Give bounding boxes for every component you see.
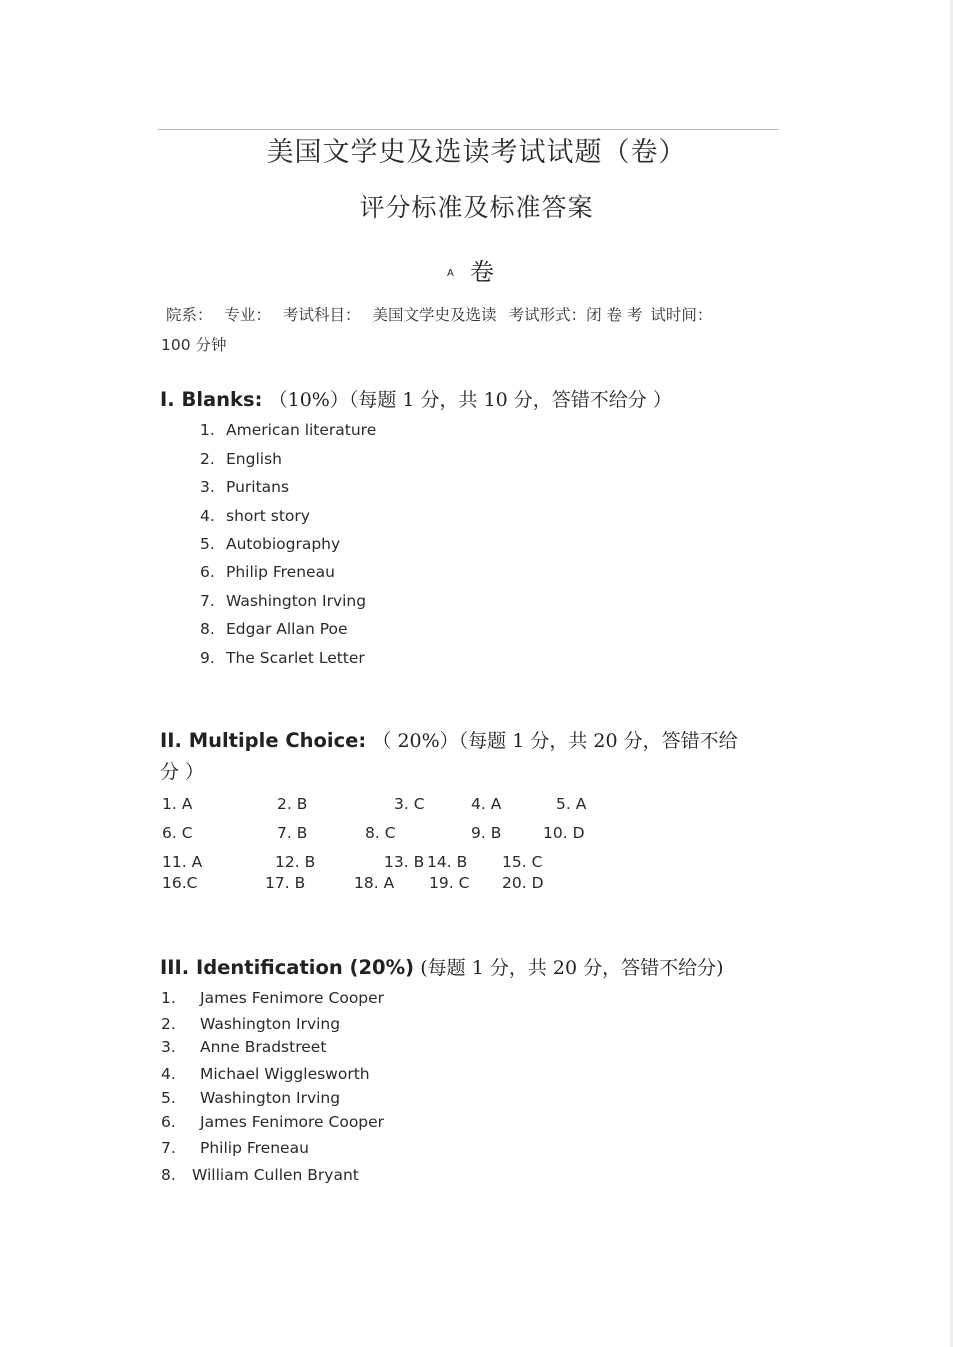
subject-value: 美国文学史及选读 — [372, 306, 497, 324]
item-text: James Fenimore Cooper — [200, 1113, 385, 1131]
mc-answer: 7. B — [277, 824, 308, 842]
identification-answer-item — [161, 1166, 359, 1184]
blank-answer-item — [200, 620, 348, 638]
document-subtitle: 评分标准及标准答案 — [359, 193, 594, 222]
mc-answer: 16.C — [162, 874, 198, 892]
item-number: 3. — [161, 1038, 176, 1056]
mc-answer: 9. B — [471, 824, 502, 842]
identification-answer-item — [161, 1089, 340, 1107]
identification-answer-item — [161, 1015, 340, 1033]
mc-heading: II. Multiple Choice: — [160, 729, 367, 752]
blank-answer-item — [200, 507, 310, 525]
blank-answer-item — [200, 478, 289, 496]
exam-form: 考试形式：闭 卷 考 — [508, 306, 643, 324]
item-text: Autobiography — [226, 535, 341, 553]
mc-answer: 14. B — [427, 853, 468, 871]
mc-answer: 17. B — [265, 874, 306, 892]
item-number: 3. — [200, 478, 215, 496]
mc-scoring-line1: （ 20%）（每题 1 分，共 20 分，答错不给 — [372, 730, 738, 752]
mc-answer: 5. A — [556, 795, 587, 813]
id-scoring: (每题 1 分，共 20 分，答错不给分) — [420, 957, 724, 979]
item-text: James Fenimore Cooper — [200, 989, 385, 1007]
identification-answer-item — [161, 1139, 309, 1157]
item-number: 4. — [200, 507, 215, 525]
item-number: 7. — [200, 592, 215, 610]
mc-answer: 20. D — [502, 874, 544, 892]
blanks-scoring: （10%）（每题 1 分，共 10 分，答错不给分 ） — [268, 389, 672, 411]
item-number: 7. — [161, 1139, 176, 1157]
subject-label: 考试科目： — [283, 306, 361, 324]
mc-answer: 3. C — [394, 795, 425, 813]
item-number: 8. — [161, 1166, 176, 1184]
id-heading-line — [160, 953, 724, 980]
item-text: American literature — [226, 421, 377, 439]
item-text: Edgar Allan Poe — [226, 620, 348, 638]
item-number: 5. — [161, 1089, 176, 1107]
blank-answer-item — [200, 421, 376, 439]
item-text: short story — [226, 507, 310, 525]
mc-answer: 2. B — [277, 795, 308, 813]
mc-scoring-line2: 分 ） — [160, 761, 205, 783]
identification-answer-item — [161, 1113, 384, 1131]
identification-answer-item — [161, 1065, 370, 1083]
paper-label: 卷 — [470, 258, 494, 286]
mc-answer: 1. A — [162, 795, 193, 813]
item-number: 4. — [161, 1065, 176, 1083]
item-text: The Scarlet Letter — [226, 649, 365, 667]
item-text: Anne Bradstreet — [200, 1038, 327, 1056]
mc-answer: 19. C — [429, 874, 470, 892]
blank-answer-item — [200, 592, 366, 610]
mc-answer: 15. C — [502, 853, 543, 871]
item-number: 1. — [200, 421, 215, 439]
item-text: Washington Irving — [200, 1015, 341, 1033]
item-text: Puritans — [226, 478, 290, 496]
blanks-heading-line — [160, 385, 672, 412]
id-heading: III. Identification (20%) — [160, 956, 415, 979]
mc-answer: 12. B — [275, 853, 316, 871]
mc-answer: 18. A — [354, 874, 395, 892]
exam-duration: 100 分钟 — [161, 336, 227, 354]
mc-answer: 10. D — [543, 824, 585, 842]
exam-info-line — [166, 303, 712, 325]
item-number: 6. — [200, 563, 215, 581]
paper-letter: A — [447, 268, 454, 279]
identification-answer-item — [161, 989, 384, 1007]
item-text: Philip Freneau — [200, 1139, 309, 1157]
item-text: Philip Freneau — [226, 563, 335, 581]
mc-answer: 4. A — [471, 795, 502, 813]
item-number: 1. — [161, 989, 176, 1007]
blanks-heading: I. Blanks: — [160, 388, 263, 411]
identification-answer-item — [161, 1038, 326, 1056]
blank-answer-item — [200, 649, 365, 667]
blank-answer-item — [200, 535, 340, 553]
blank-answer-item — [200, 563, 335, 581]
item-text: William Cullen Bryant — [192, 1166, 359, 1184]
mc-answer: 11. A — [162, 853, 203, 871]
item-text: English — [226, 450, 282, 468]
mc-answer: 13. B — [384, 853, 425, 871]
mc-answer: 6. C — [162, 824, 193, 842]
item-text: Washington Irving — [200, 1089, 341, 1107]
mc-heading-line — [160, 726, 738, 753]
blank-answer-item — [200, 450, 282, 468]
department-label: 院系： — [166, 306, 213, 324]
item-number: 9. — [200, 649, 215, 667]
item-number: 2. — [161, 1015, 176, 1033]
document-title: 美国文学史及选读考试试题（卷） — [266, 137, 687, 168]
item-number: 2. — [200, 450, 215, 468]
item-text: Michael Wigglesworth — [200, 1065, 370, 1083]
item-number: 5. — [200, 535, 215, 553]
time-label: 试时间： — [650, 306, 713, 324]
mc-answer: 8. C — [365, 824, 396, 842]
item-number: 6. — [161, 1113, 176, 1131]
item-number: 8. — [200, 620, 215, 638]
major-label: 专业： — [224, 306, 272, 324]
item-text: Washington Irving — [226, 592, 367, 610]
